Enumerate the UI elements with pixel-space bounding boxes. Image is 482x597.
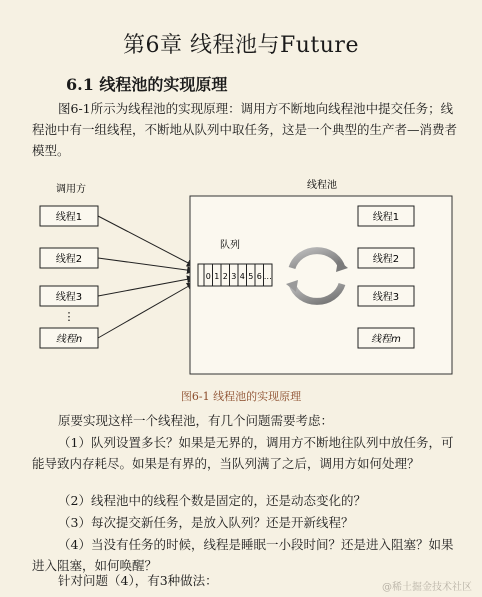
worker-thread-3 bbox=[358, 286, 414, 306]
thread-pool-diagram bbox=[30, 176, 462, 386]
paragraph: （3）每次提交新任务，是放入队列？还是开新线程？ bbox=[58, 515, 354, 530]
caller-thread-n bbox=[40, 328, 98, 348]
caller-thread-label: 线程1 bbox=[55, 212, 83, 223]
watermark: @稀土掘金技术社区 bbox=[382, 582, 472, 593]
queue-cell: 1 bbox=[214, 272, 220, 281]
queue-cell: 4 bbox=[239, 272, 245, 281]
paragraph: 原要实现这样一个线程池，有几个问题需要考虑： bbox=[58, 413, 334, 428]
intro-paragraph: 图6-1所示为线程池的实现原理：调用方不断地向线程池中提交任务；线程池中有一组线程，不断地从队列中取任务，这是一个典型的生产者—消费者模型。 bbox=[32, 101, 458, 158]
caller-thread-label: 线程3 bbox=[55, 292, 83, 303]
queue-cell: 3 bbox=[231, 272, 237, 281]
caller-thread-1 bbox=[40, 206, 98, 226]
worker-thread-label: 线程2 bbox=[372, 254, 400, 265]
caller-thread-2 bbox=[40, 248, 98, 268]
paragraph: 针对问题（4），有3种做法： bbox=[58, 573, 218, 588]
pool-label: 线程池 bbox=[307, 180, 337, 191]
queue-label: 队列 bbox=[220, 240, 240, 251]
worker-thread-2 bbox=[358, 248, 414, 268]
chapter-title: 第6章 线程池与Future bbox=[123, 33, 359, 58]
worker-thread-label: 线程1 bbox=[372, 212, 400, 223]
paragraph: （2）线程池中的线程个数是固定的，还是动态变化的？ bbox=[58, 493, 366, 508]
caller-label: 调用方 bbox=[56, 184, 86, 195]
figure-caption: 图6-1 线程池的实现原理 bbox=[180, 390, 302, 403]
worker-thread-label: 线程m bbox=[371, 334, 401, 345]
queue-cell: … bbox=[263, 272, 272, 281]
queue-cell: 0 bbox=[205, 272, 211, 281]
queue-cell: 6 bbox=[256, 272, 262, 281]
section-title: 6.1 线程池的实现原理 bbox=[66, 75, 228, 94]
caller-thread-label: 线程2 bbox=[55, 254, 83, 265]
worker-thread-m bbox=[358, 328, 414, 348]
paragraph: （4）当没有任务的时候，线程是睡眠一小段时间？还是进入阻塞？如果进入阻塞，如何唤醒？ bbox=[32, 537, 454, 573]
ellipsis: ⋮ bbox=[63, 310, 75, 323]
worker-thread-label: 线程3 bbox=[372, 292, 400, 303]
caller-thread-label: 线程n bbox=[55, 334, 83, 345]
paragraph: （1）队列设置多长？如果是无界的，调用方不断地往队列中放任务，可能导致内存耗尽。如果是有界的，当队列满了之后，调用方如何处理？ bbox=[32, 435, 454, 471]
queue-cell: 5 bbox=[248, 272, 254, 281]
queue-cell: 2 bbox=[222, 272, 228, 281]
caller-thread-3 bbox=[40, 286, 98, 306]
worker-thread-1 bbox=[358, 206, 414, 226]
